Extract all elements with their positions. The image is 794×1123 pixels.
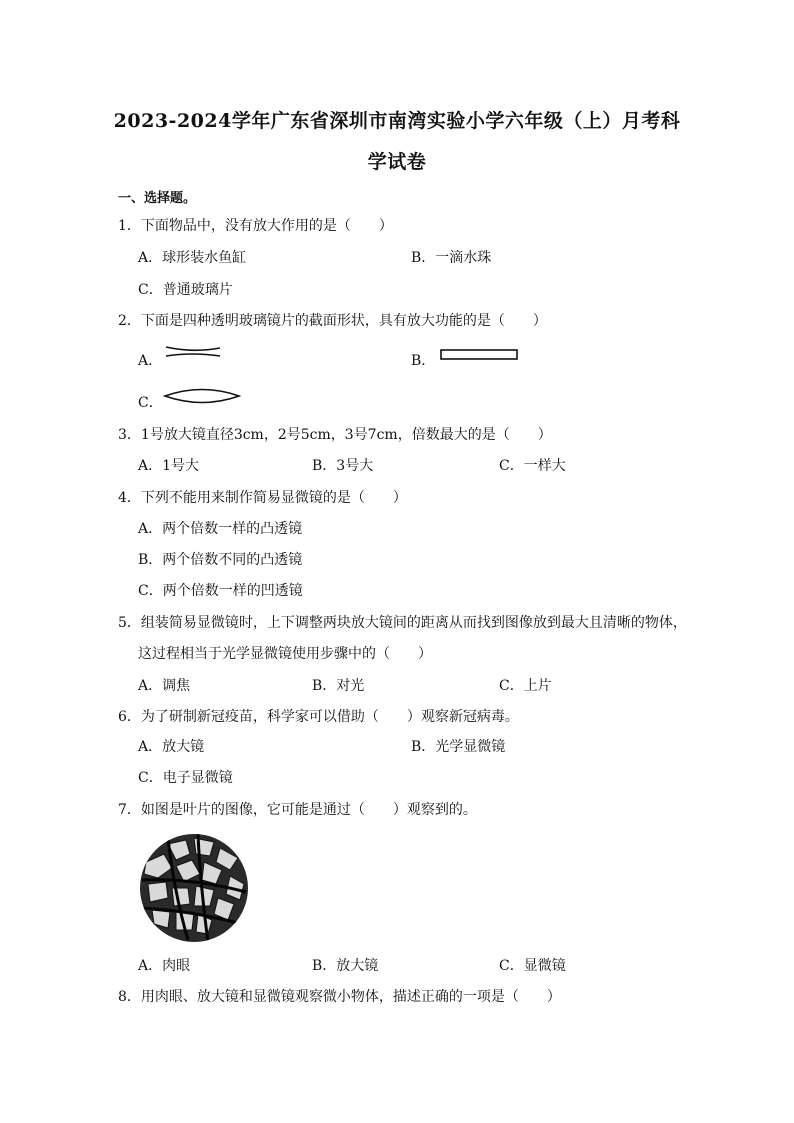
question-stem: 1．下面物品中，没有放大作用的是（ ） <box>118 218 393 234</box>
option-c: C．电子显微镜 <box>138 770 233 786</box>
option-c: C．一样大 <box>499 458 566 474</box>
question-stem-cont: 这过程相当于光学显微镜使用步骤中的（ ） <box>138 646 432 662</box>
option-c: C． <box>138 395 163 411</box>
question-stem: 3．1号放大镜直径3cm，2号5cm，3号7cm，倍数最大的是（ ） <box>118 427 552 443</box>
option-b: B． <box>411 353 436 369</box>
option-a: A．1号大 <box>138 458 200 474</box>
option-a: A． <box>138 353 163 369</box>
option-b: B．一滴水珠 <box>411 250 492 266</box>
leaf-microscope-image <box>138 832 250 944</box>
option-a: A．调焦 <box>138 678 191 694</box>
option-c: C．显微镜 <box>499 958 566 974</box>
doc-title-line1: 2023-2024学年广东省深圳市南湾实验小学六年级（上）月考科 <box>113 110 681 132</box>
question-stem: 4．下列不能用来制作简易显微镜的是（ ） <box>118 490 407 506</box>
option-c: C．普通玻璃片 <box>138 282 233 298</box>
doc-title-line2: 学试卷 <box>367 151 427 173</box>
section-heading: 一、选择题。 <box>118 191 197 206</box>
option-b: B．对光 <box>312 678 365 694</box>
option-b: B．3号大 <box>312 458 374 474</box>
question-stem: 2．下面是四种透明玻璃镜片的截面形状，具有放大功能的是（ ） <box>118 313 547 329</box>
option-b: B．光学显微镜 <box>411 739 506 755</box>
option-c: C．上片 <box>499 678 552 694</box>
option-a: A．放大镜 <box>138 739 205 755</box>
option-a: A．球形装水鱼缸 <box>138 250 247 266</box>
question-stem: 8．用肉眼、放大镜和显微镜观察微小物体，描述正确的一项是（ ） <box>118 989 561 1005</box>
convex-lens-shape <box>162 386 242 406</box>
option-c: C．两个倍数一样的凹透镜 <box>138 583 303 599</box>
question-stem: 7．如图是叶片的图像，它可能是通过（ ）观察到的。 <box>118 802 477 818</box>
concave-lens-shape <box>164 344 224 360</box>
option-a: A．肉眼 <box>138 958 191 974</box>
option-b: B．放大镜 <box>312 958 379 974</box>
flat-glass-shape <box>440 348 520 362</box>
question-stem: 6．为了研制新冠疫苗，科学家可以借助（ ）观察新冠病毒。 <box>118 709 519 725</box>
option-b: B．两个倍数不同的凸透镜 <box>138 552 303 568</box>
option-a: A．两个倍数一样的凸透镜 <box>138 521 303 537</box>
question-stem: 5．组装简易显微镜时，上下调整两块放大镜间的距离从而找到图像放到最大且清晰的物体， <box>118 615 687 631</box>
